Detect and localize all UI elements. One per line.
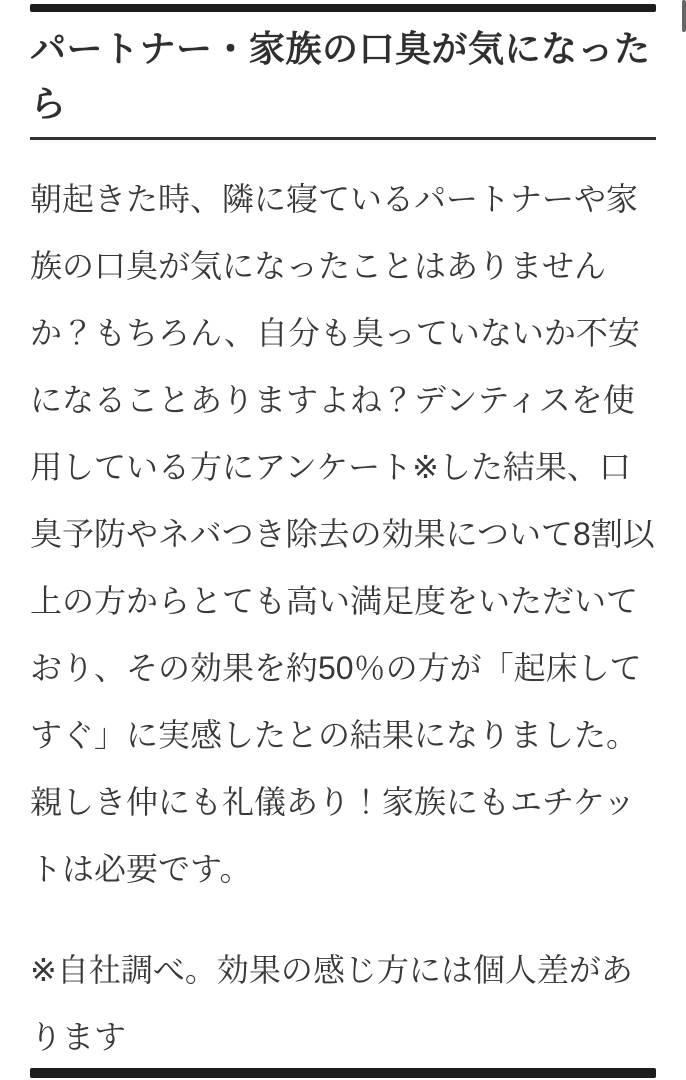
section-divider-top <box>30 4 656 12</box>
article-content <box>0 21 686 1071</box>
article-heading: パートナー・家族の口臭が気になったら <box>30 21 656 140</box>
article-footnote: ※自社調べ。効果の感じ方には個人差があります <box>30 952 633 1055</box>
section-divider-bottom <box>30 1068 656 1078</box>
article-paragraph: 朝起きた時、隣に寝ているパートナーや家族の口臭が気になったことはありませんか？もちろん、自分も臭っていないか不安になることありますよね？デンティスを使用している方にアンケート※した結果、口臭予防やネバつき除去の効果について8割以上の方からとても高い満足度をいただいており、その効果を約50％の方が「起床してすぐ」に実感したとの結果になりました。親しき仲にも礼儀あり！家族にもエチケットは必要です。 <box>30 181 655 887</box>
scrollbar-thumb[interactable] <box>682 0 686 32</box>
